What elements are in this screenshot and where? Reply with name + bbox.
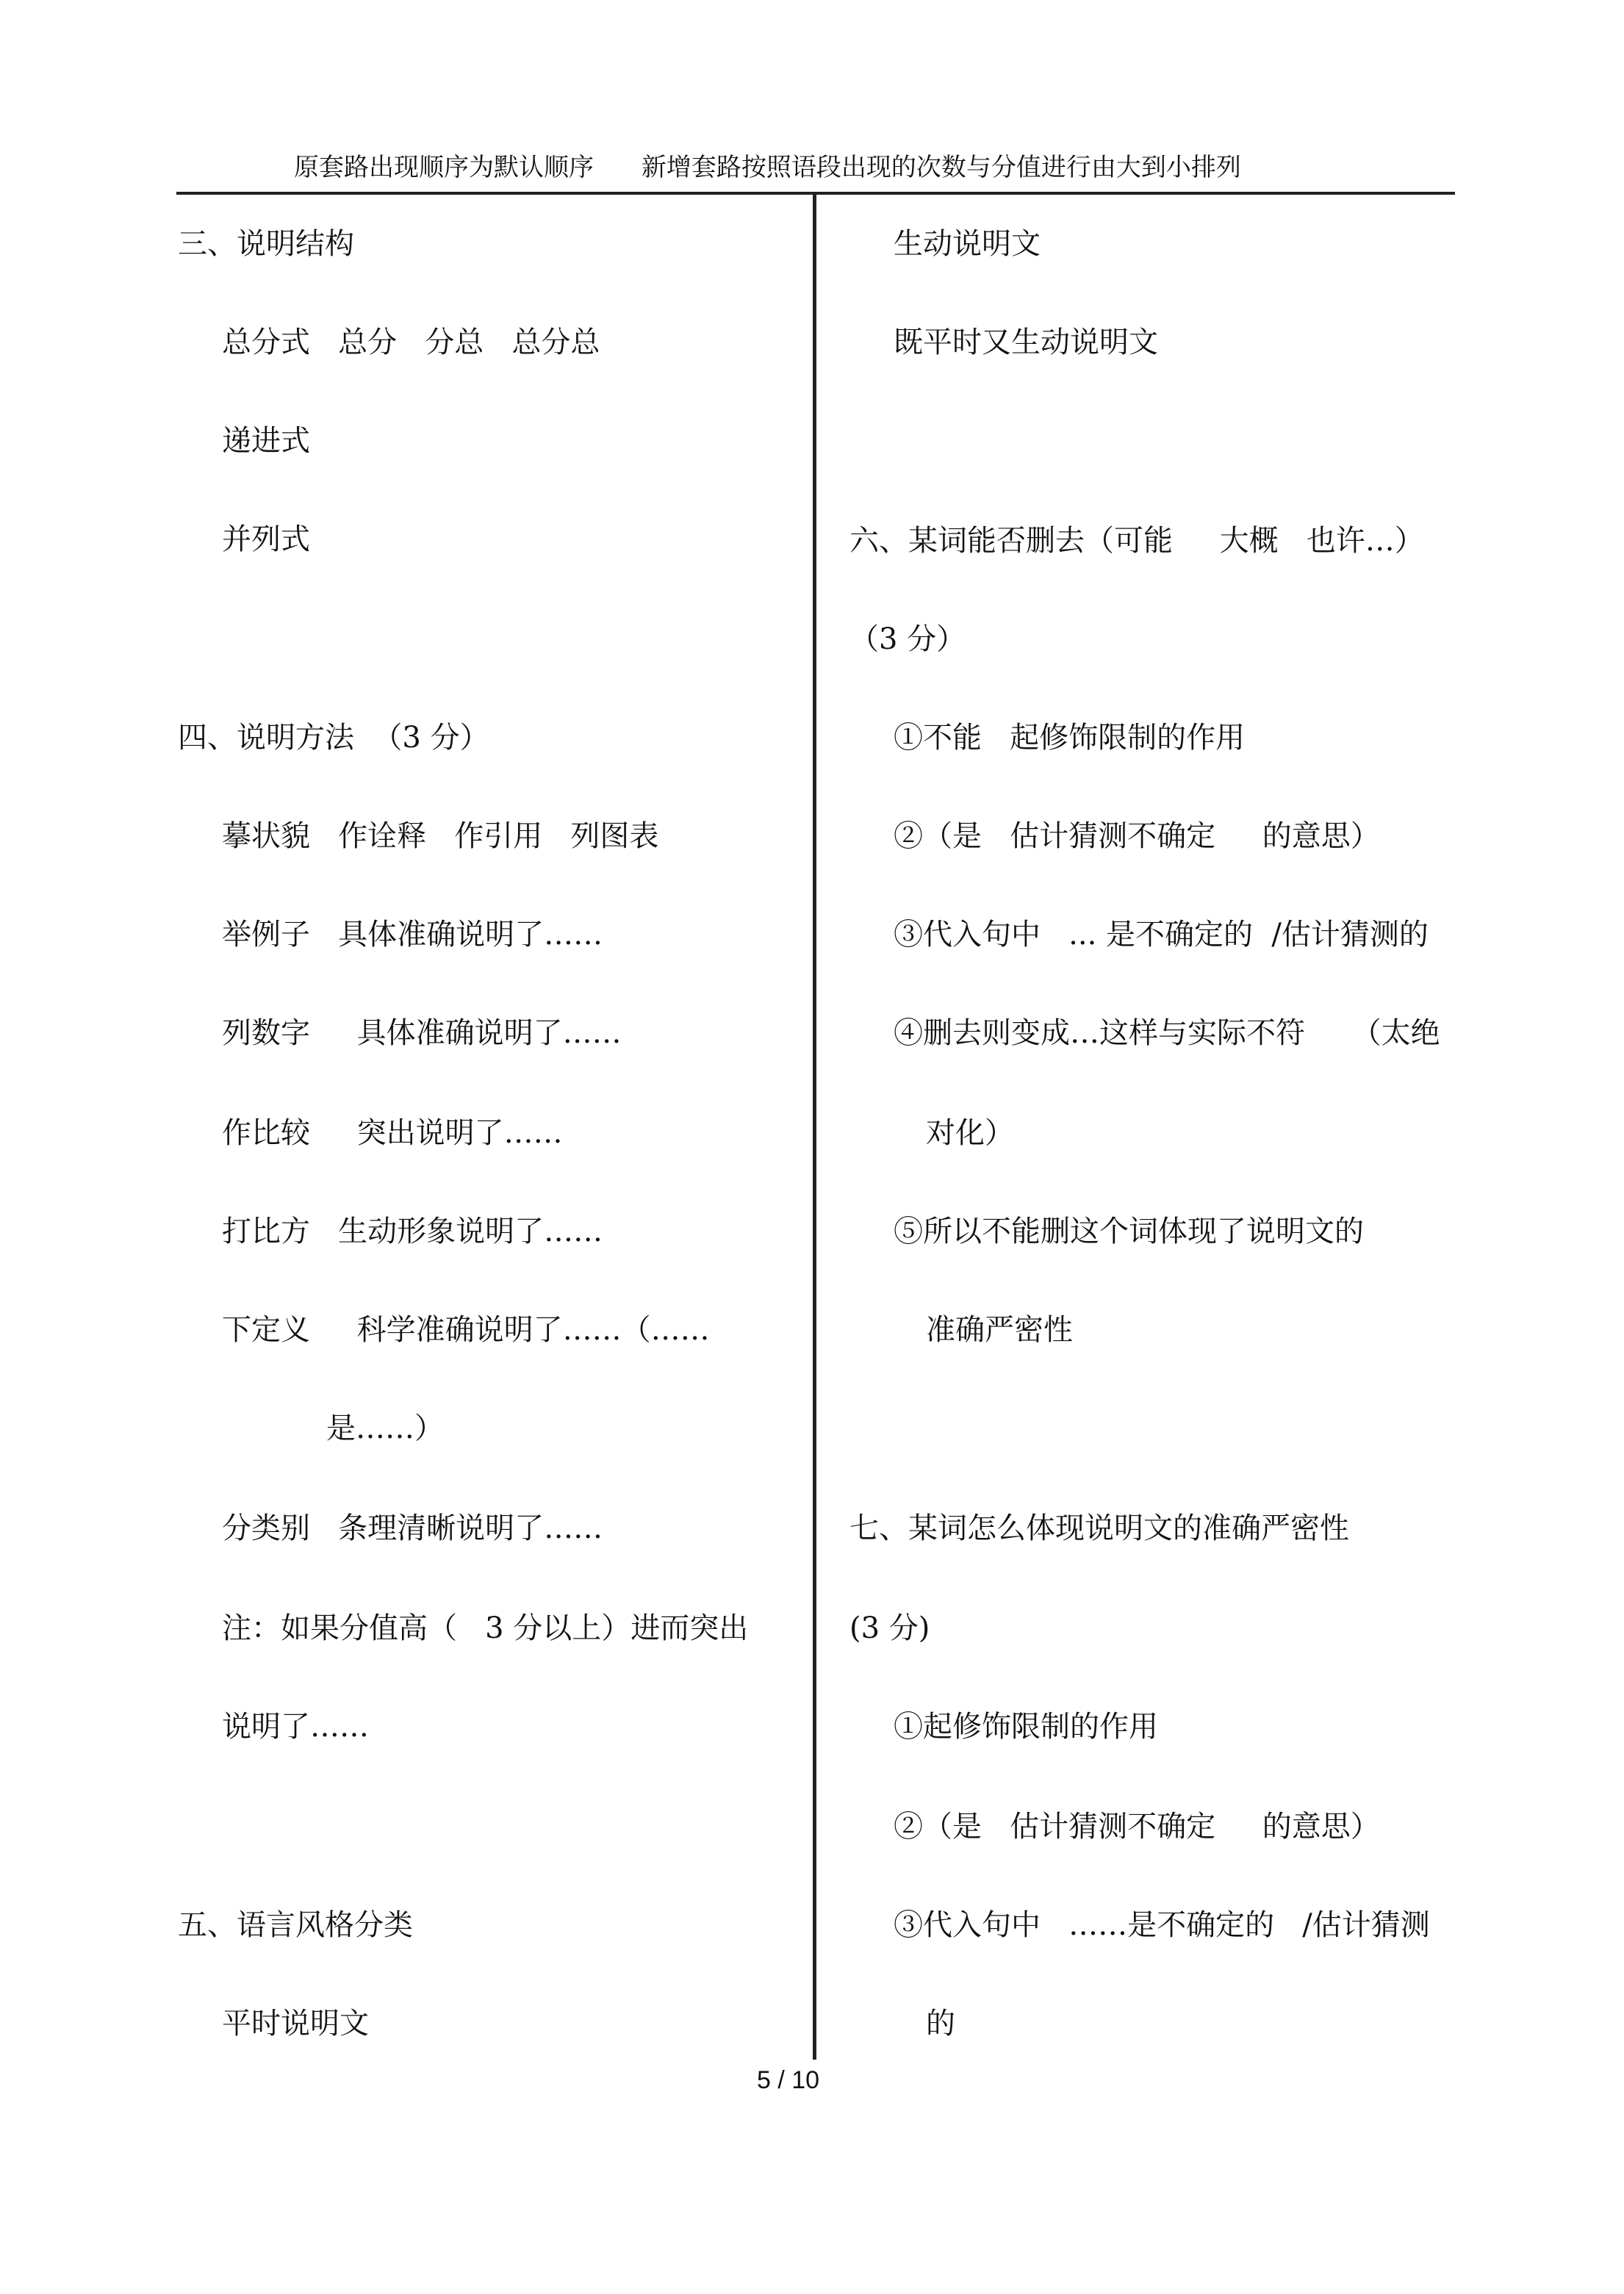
page-header: 原套路出现顺序为默认顺序 新增套路按照语段出现的次数与分值进行由大到小排列 bbox=[294, 153, 1241, 182]
line: 列数字 具体准确说明了…… bbox=[222, 1016, 622, 1050]
line: 既平时又生动说明文 bbox=[894, 326, 1158, 359]
line: ①起修饰限制的作用 bbox=[894, 1710, 1158, 1744]
line: （3 分） bbox=[849, 622, 966, 656]
line: 举例子 具体准确说明了…… bbox=[222, 918, 603, 952]
line: 递进式 bbox=[222, 424, 310, 458]
line: 的 bbox=[926, 2007, 955, 2040]
page-number: 5 / 10 bbox=[757, 2066, 820, 2094]
section-heading: 三、说明结构 bbox=[178, 227, 354, 261]
line: ③代入句中 ……是不确定的 /估计猜测 bbox=[894, 1908, 1430, 1942]
line: ③代入句中 ... 是不确定的 /估计猜测的 bbox=[894, 918, 1429, 952]
line: 作比较 突出说明了…… bbox=[222, 1116, 563, 1150]
line: 打比方 生动形象说明了…… bbox=[222, 1215, 603, 1248]
line: (3 分) bbox=[849, 1611, 930, 1645]
line: 总分式 总分 分总 总分总 bbox=[222, 326, 600, 359]
line: 下定义 科学准确说明了……（…… bbox=[222, 1313, 710, 1347]
line: 摹状貌 作诠释 作引用 列图表 bbox=[222, 819, 659, 853]
line: ②（是 估计猜测不确定 的意思） bbox=[894, 1810, 1380, 1844]
line: 说明了…… bbox=[222, 1710, 369, 1744]
line: 注：如果分值高（ 3 分以上）进而突出 bbox=[222, 1611, 749, 1645]
line: 对化） bbox=[926, 1116, 1014, 1150]
line: 并列式 bbox=[222, 522, 310, 556]
column-divider bbox=[813, 193, 816, 2060]
line: 生动说明文 bbox=[894, 227, 1041, 261]
line: ⑤所以不能删这个词体现了说明文的 bbox=[894, 1215, 1364, 1248]
line: 是……） bbox=[326, 1412, 444, 1445]
section-heading: 五、语言风格分类 bbox=[178, 1908, 413, 1942]
line: ①不能 起修饰限制的作用 bbox=[894, 721, 1246, 755]
line: 平时说明文 bbox=[222, 2007, 369, 2040]
section-heading: 七、某词怎么体现说明文的准确严密性 bbox=[849, 1511, 1349, 1545]
section-heading: 四、说明方法 （3 分） bbox=[178, 721, 489, 755]
section-heading: 六、某词能否删去（可能 大概 也许…） bbox=[849, 524, 1424, 558]
line: ②（是 估计猜测不确定 的意思） bbox=[894, 819, 1380, 853]
line: 准确严密性 bbox=[926, 1313, 1073, 1347]
line: ④删去则变成…这样与实际不符 （太绝 bbox=[894, 1016, 1440, 1050]
line: 分类别 条理清晰说明了…… bbox=[222, 1511, 603, 1545]
